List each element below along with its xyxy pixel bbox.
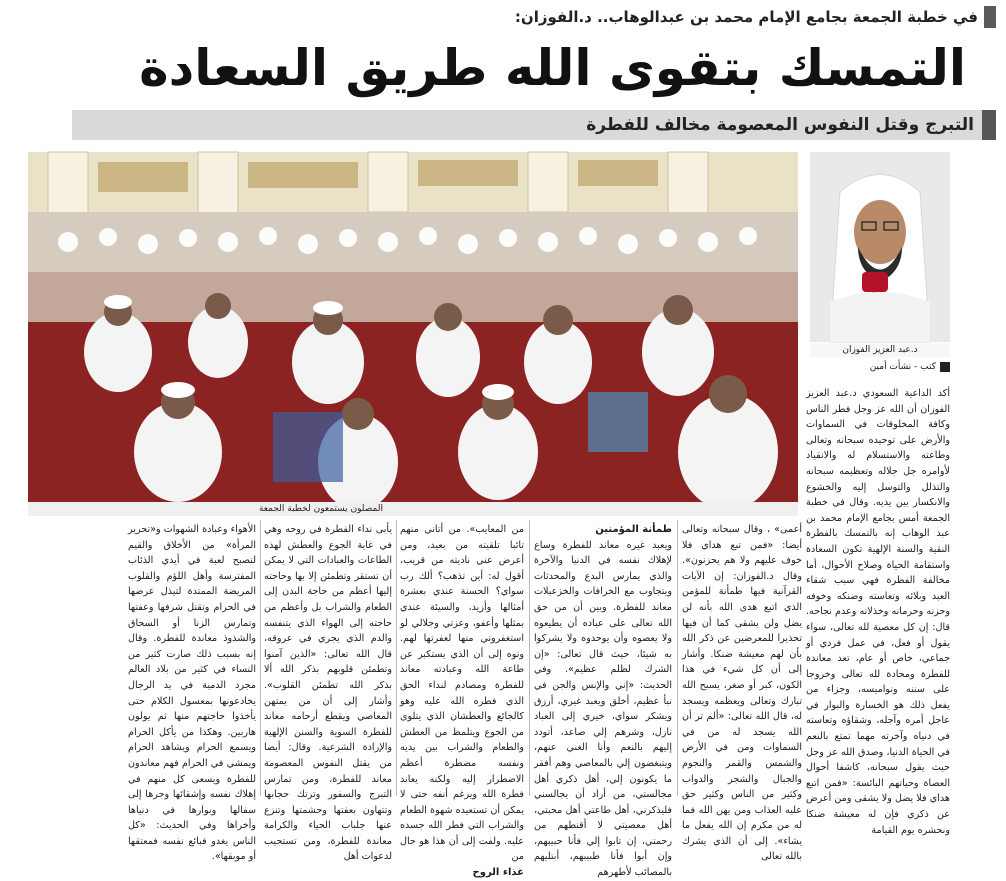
subheadline-marker — [982, 110, 996, 140]
article-column-5 — [128, 522, 256, 863]
article-column-1 — [682, 522, 802, 863]
column-rule — [396, 520, 397, 796]
speaker-portrait — [810, 152, 950, 342]
article-column-4 — [264, 522, 392, 863]
section-header: طمأنة المؤمنين — [595, 524, 672, 535]
portrait-caption: د.عبد العزيز الفوزان — [810, 343, 950, 357]
byline — [810, 360, 950, 374]
section-header: غذاء الروح — [472, 867, 524, 879]
article-paragraph: أعمى» ، وقال سبحانه وتعالى أيضا: «فمن تبع هداي فلا خوف عليهم ولا هم يحزنون». وقال د.الفوزان: إن الآيات القرآنية فيها طمأنة للمؤمن الذي اتبع هدى الله بأنه لن يضل ولن يشقى كما أن فيها تحذيرا للمعرضين عن ذكر الله بأن لهم معيشة ضنكا. وأشار إلى أن كل شيء في هذا الكون، كبر أو صغر، يسبح الله تبارك وتعالى ويعظمه ويسجد له، قال الله تعالى: «ألم تر أن الله يسجد له من في السماوات ومن في الأرض والشمس والقمر والنجوم والجبال والشجر والدواب وكثير من الناس وكثير حق عليه العذاب ومن يهن الله فما له من مكرم إن الله يفعل ما يشاء». إلى أن الذي يشرك بالله تعالى — [682, 524, 802, 863]
column-rule — [260, 520, 261, 796]
main-photo-caption — [28, 502, 798, 516]
article-column-3 — [400, 522, 524, 879]
main-photo-caption-text: المصلون يستمعون لخطبة الجمعة — [258, 504, 383, 514]
subheadline-text: التبرج وقتل النفوس المعصومة مخالف للفطرة — [586, 115, 974, 135]
subheadline-bar — [72, 110, 996, 140]
kicker-line — [10, 4, 996, 30]
mosque-congregation-photo — [28, 152, 798, 502]
column-rule — [677, 520, 678, 796]
congregation-illustration — [28, 152, 798, 502]
article-paragraph: ويعبد غيره معاند للفطرة وساع لإهلاك نفسه في الدنيا والآخرة والذي يمارس البدع والمحدثات ويتجاوب مع الخرافات والخزعبلات معاند للفطرة. وبين أن من حق الله تعالى على عباده أن يطيعوه ولا يعصوه وأن يوحدوه ولا يشركوا به شيئا، حيث قال تعالى: «إن الشرك لظلم عظيم». وفي الحديث: «إني والإنس والجن في نبأ عظيم، أخلق ويعبد غيري، أرزق ويشكر سواي، خيري إلى العباد نازل، وشرهم إلي صاعد، أتودد إليهم بالنعم وأنا الغني عنهم، ويتبغضون إلي بالمعاصي وهم أفقر ما يكونون إلي، أهل ذكري أهل مجالستي، من أراد أن يجالسني فليذكرني، أهل طاعتي أهل محبتي، أهل معصيتي لا أقنطهم من رحمتي، إن تابوا إلي فأنا حبيبهم، وإن أبوا فأنا طبيبهم، أبتليهم بالمصائب لأطهرهم — [534, 539, 672, 879]
kicker-text: في خطبة الجمعة بجامع الإمام محمد بن عبدالوهاب.. د.الفوزان: — [514, 8, 978, 26]
byline-marker — [940, 362, 950, 372]
article-column-right — [806, 386, 950, 836]
column-rule — [529, 520, 530, 796]
article-column-2 — [534, 522, 672, 879]
article-paragraph: الأهواء وعبادة الشهوات و«تحرير المرأة» من الأخلاق والقيم لتصبح لعبة في أيدي الذئاب المفترسة وأهل اللؤم والقلوب المريضة الممتدة لتيذل عرضها في الحرام وتقتل شرفها وعفتها وتمارس الزنا أو السحاق والشذوذ معاندة للفطرة. وقال إنه بسبب ذلك صارت كثير من النساء في كثير من بلاد العالم مجرد الدمية في يد الرجال يخادعونها بمعسول الكلام حتى يأخذوا حاجتهم منها ثم يولون هاربين. وهكذا من يأكل الحرام ويسمع الحرام ويشاهد الحرام ويمشي في الحرام فهم معاندون للفطرة ويسعى كل منهم في إهلاك نفسه وإشقائها وجرها إلى سفالها وبوارها في دنياها وأخراها وفي الحديث: «كل الناس يغدو فبائع نفسه فمعتقها أو موبقها». — [128, 524, 256, 863]
headline: التمسك بتقوى الله طريق السعادة — [139, 39, 966, 97]
article-paragraph: أكد الداعية السعودي د.عبد العزيز الفوزان أن الله عز وجل فطر الناس وكافة المخلوقات في السماوات والأرض على توحيده سبحانه وتعالى وطاعته والاستسلام له والانقياد لأوامره جل جلاله وتعظيمه سبحانه والتذلل والتوسل إليه والخشوع والانكسار بين يديه. وقال في خطبة الجمعة أمس بجامع الإمام محمد بن عبد الوهاب إنه بالتمسك بالفطرة النقية والسنة الإلهية تكون السعادة واستقامة الحياة وصلاح الأحوال، أما مخالفة الفطرة فهي سبب شقاء العبد وبلائه وتعاسته وضنكه وخوفه وحزنه وحرمانه وخذلانه وعدم نجاحه. قال: إن كل معصية لله تعالى، سواء يقول أو فعل، في عمل فردي أو جماعي، خاص أو عام، تعد معاندة للفطرة ومحادة لله تعالى وخروجا على سننه ونواميسه، وجزاء من يفعل ذلك هو الخسارة والبوار في عاجل أمره وآجله، وشقاؤه وتعاسته في دنياه وآخرته مهما تمتع بالنعم في الحياة الدنيا، وصدق الله عز وجل حيث يقول سبحانه، كاشفا أحوال العصاة وحياتهم البائسة: «فمن اتبع هداي فلا يضل ولا يشقى ومن أعرض عن ذكري فإن له معيشة ضنكا ونحشره يوم القيامة — [806, 388, 950, 836]
article-paragraph: يأبى نداء الفطرة في روحه وهي في غاية الجوع والعطش لهذه الطاعات والعبادات التي لا يمكن أن تستقر وتطمئن إلا بها وحاجته إليها أعظم من حاجة البدن إلى الطعام والشراب بل وأعظم من حاجته إلى الهواء الذي يتنفسه والدم الذي يجري في عروقه، قال الله تعالى: «الذين آمنوا وتطمئن قلوبهم بذكر الله ألا بذكر الله تطمئن القلوب». وأشار إلى أن من يمتهن المعاصي ويقطع أرحامه معاند للفطرة السوية والسنن الإلهية والإرادة الشرعية. وقال: أيضا من يقتل النفوس المعصومة معاند للفطرة، ومن تمارس التبرج والسفور وترتك حجابها وتتهاون بعفتها وحشمتها وتنزع عنها جلباب الحياء والكرامة معاندة للفطرة، ومن تستجيب لدعوات أهل — [264, 524, 392, 863]
byline-text: كتب - نشأت أمين — [869, 362, 936, 372]
speaker-portrait-illustration — [810, 152, 950, 342]
kicker-marker — [984, 6, 996, 28]
article-paragraph: من المعايب». من أتاني منهم تائبا تلقيته من بعيد، ومن أعرض عني ناديته من قريب، أقول له: أين تذهب؟ ألك رب سواي؟ الحسنة عندي بعشرة أمثالها وأزيد، والسيئة عندي بمثلها وأعفو، وعزتي وجلالي لو استغفروني منها لغفرتها لهم. ونوه إلى أن الذي يستكبر عن طاعة الله وعبادته معاند للفطرة ومصادم لنداء الحق الذي فطره الله عليه وهو كالجائع والعطشان الذي يتلوى من الجوع ويتلمظ من العطش والطعام والشراب بين يديه ونفسه مضطرة أعظم الاضطرار إليه ولكنه يعاند فطرة الله ويرغم أنفه حتى لا يمكن أن تستعيده شهوة الطعام والشراب التي فطر الله جسده عليه. ولفت إلى أن هذا هو حال من — [400, 524, 524, 863]
